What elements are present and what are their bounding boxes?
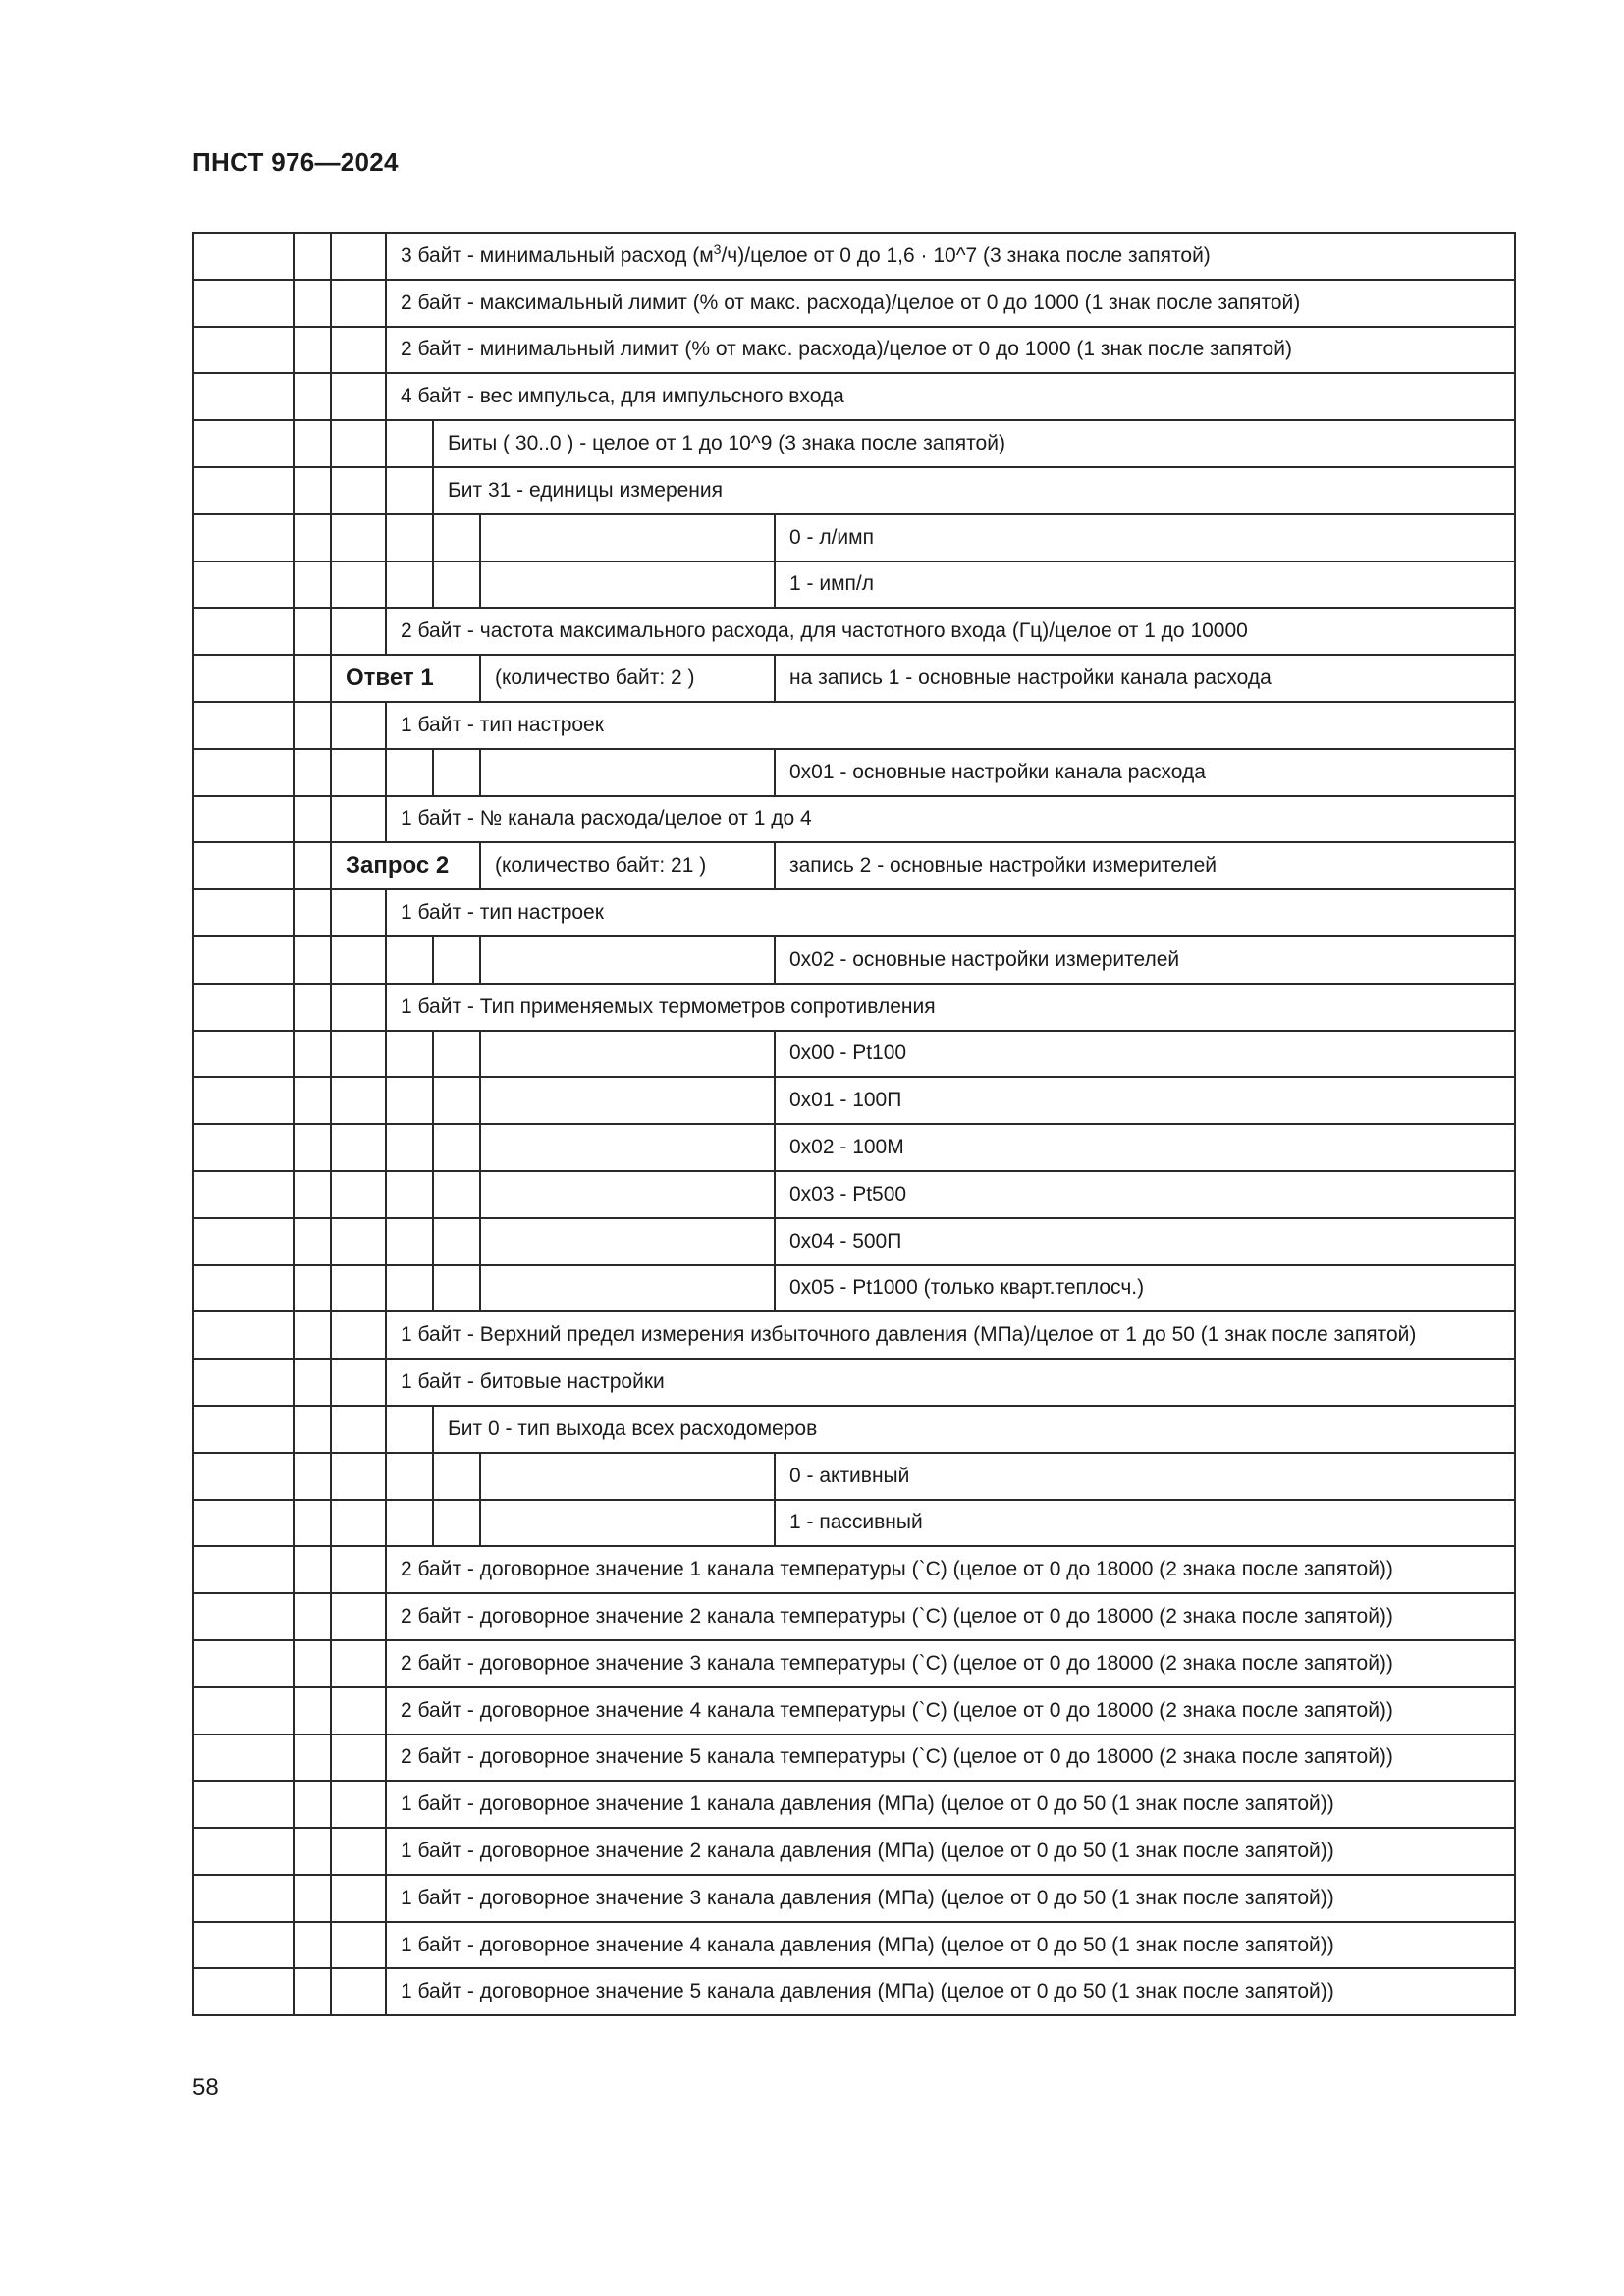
field-description: 1 байт - договорное значение 2 канала давления (МПа) (целое от 0 до 50 (1 знак после запятой)) bbox=[386, 1828, 1515, 1875]
table-row bbox=[193, 1828, 1515, 1875]
request-label: Запрос 2 bbox=[331, 842, 480, 889]
field-description: 1 байт - договорное значение 1 канала давления (МПа) (целое от 0 до 50 (1 знак после запятой)) bbox=[386, 1781, 1515, 1828]
field-description: 1 байт - договорное значение 3 канала давления (МПа) (целое от 0 до 50 (1 знак после запятой)) bbox=[386, 1875, 1515, 1922]
value-option: 1 - имп/л bbox=[775, 561, 1515, 609]
message-description: на запись 1 - основные настройки канала расхода bbox=[775, 655, 1515, 702]
table-row bbox=[193, 1406, 1515, 1453]
response-label: Ответ 1 bbox=[331, 655, 480, 702]
table-row bbox=[193, 561, 1515, 609]
table-row bbox=[193, 702, 1515, 749]
table-row bbox=[193, 1124, 1515, 1171]
table-row bbox=[193, 1922, 1515, 1969]
table-row bbox=[193, 233, 1515, 280]
field-description: 1 байт - Тип применяемых термометров сопротивления bbox=[386, 984, 1515, 1031]
value-option: 0x02 - основные настройки измерителей bbox=[775, 936, 1515, 984]
table-row bbox=[193, 655, 1515, 702]
byte-count: (количество байт: 21 ) bbox=[480, 842, 775, 889]
field-description: 3 байт - минимальный расход $(м^3/ч)$/целое от 0 до 1,6 · 10^7 (3 знака после запятой) bbox=[386, 233, 1515, 280]
table-row bbox=[193, 1735, 1515, 1782]
value-option: 0x02 - 100М bbox=[775, 1124, 1515, 1171]
page-number: 58 bbox=[192, 2074, 219, 2101]
table-row bbox=[193, 1593, 1515, 1640]
document-header: ПНСТ 976—2024 bbox=[192, 147, 399, 177]
field-description: 1 байт - договорное значение 5 канала давления (МПа) (целое от 0 до 50 (1 знак после запятой)) bbox=[386, 1968, 1515, 2015]
value-option: 1 - пассивный bbox=[775, 1500, 1515, 1547]
table-row bbox=[193, 796, 1515, 843]
table-row bbox=[193, 467, 1515, 514]
value-option: 0x04 - 500П bbox=[775, 1218, 1515, 1265]
table-row bbox=[193, 1311, 1515, 1359]
field-description: 2 байт - максимальный лимит (% от макс. расхода)/целое от 0 до 1000 (1 знак после запятой) bbox=[386, 280, 1515, 327]
value-option: 0 - л/имп bbox=[775, 514, 1515, 561]
table-row bbox=[193, 1546, 1515, 1593]
field-description: 2 байт - договорное значение 2 канала температуры (`С) (целое от 0 до 18000 (2 знака после запятой)) bbox=[386, 1593, 1515, 1640]
table-row bbox=[193, 842, 1515, 889]
field-description: 2 байт - договорное значение 4 канала температуры (`С) (целое от 0 до 18000 (2 знака после запятой)) bbox=[386, 1687, 1515, 1735]
table-row bbox=[193, 608, 1515, 655]
table-row bbox=[193, 1453, 1515, 1500]
table-row bbox=[193, 280, 1515, 327]
table-row bbox=[193, 1218, 1515, 1265]
field-description: 2 байт - частота максимального расхода, для частотного входа (Гц)/целое от 1 до 10000 bbox=[386, 608, 1515, 655]
table-row bbox=[193, 1640, 1515, 1687]
table-row bbox=[193, 1077, 1515, 1124]
field-description: 1 байт - Верхний предел измерения избыточного давления (МПа)/целое от 1 до 50 (1 знак после запятой) bbox=[386, 1311, 1515, 1359]
bit-description: Бит 31 - единицы измерения bbox=[433, 467, 1515, 514]
table-row bbox=[193, 1359, 1515, 1406]
field-description: 2 байт - договорное значение 3 канала температуры (`С) (целое от 0 до 18000 (2 знака после запятой)) bbox=[386, 1640, 1515, 1687]
message-description: запись 2 - основные настройки измерителей bbox=[775, 842, 1515, 889]
table-row bbox=[193, 1875, 1515, 1922]
field-description: 2 байт - договорное значение 5 канала температуры (`С) (целое от 0 до 18000 (2 знака после запятой)) bbox=[386, 1735, 1515, 1782]
field-description: 2 байт - минимальный лимит (% от макс. расхода)/целое от 0 до 1000 (1 знак после запятой) bbox=[386, 327, 1515, 374]
table-row bbox=[193, 1171, 1515, 1218]
table-row bbox=[193, 1687, 1515, 1735]
bit-description: Биты ( 30..0 ) - целое от 1 до 10^9 (3 знака после запятой) bbox=[433, 420, 1515, 467]
table-row bbox=[193, 327, 1515, 374]
table-row bbox=[193, 984, 1515, 1031]
field-description: 1 байт - тип настроек bbox=[386, 889, 1515, 936]
bit-description: Бит 0 - тип выхода всех расходомеров bbox=[433, 1406, 1515, 1453]
table-row bbox=[193, 749, 1515, 796]
byte-count: (количество байт: 2 ) bbox=[480, 655, 775, 702]
value-option: 0x05 - Pt1000 (только кварт.теплосч.) bbox=[775, 1265, 1515, 1312]
field-description: 2 байт - договорное значение 1 канала температуры (`С) (целое от 0 до 18000 (2 знака после запятой)) bbox=[386, 1546, 1515, 1593]
field-description: 4 байт - вес импульса, для импульсного входа bbox=[386, 373, 1515, 420]
value-option: 0 - активный bbox=[775, 1453, 1515, 1500]
table-row bbox=[193, 1781, 1515, 1828]
field-description: 1 байт - битовые настройки bbox=[386, 1359, 1515, 1406]
field-description: 1 байт - тип настроек bbox=[386, 702, 1515, 749]
value-option: 0x00 - Pt100 bbox=[775, 1031, 1515, 1078]
table-row bbox=[193, 1968, 1515, 2015]
table-row bbox=[193, 889, 1515, 936]
table-row bbox=[193, 1500, 1515, 1547]
table-row bbox=[193, 936, 1515, 984]
field-description: 1 байт - договорное значение 4 канала давления (МПа) (целое от 0 до 50 (1 знак после запятой)) bbox=[386, 1922, 1515, 1969]
table-row bbox=[193, 514, 1515, 561]
table-row bbox=[193, 420, 1515, 467]
value-option: 0x01 - 100П bbox=[775, 1077, 1515, 1124]
table-row bbox=[193, 1031, 1515, 1078]
table-row bbox=[193, 1265, 1515, 1312]
value-option: 0x03 - Pt500 bbox=[775, 1171, 1515, 1218]
value-option: 0x01 - основные настройки канала расхода bbox=[775, 749, 1515, 796]
field-description: 1 байт - № канала расхода/целое от 1 до 4 bbox=[386, 796, 1515, 843]
protocol-table bbox=[192, 232, 1516, 2016]
table-row bbox=[193, 373, 1515, 420]
